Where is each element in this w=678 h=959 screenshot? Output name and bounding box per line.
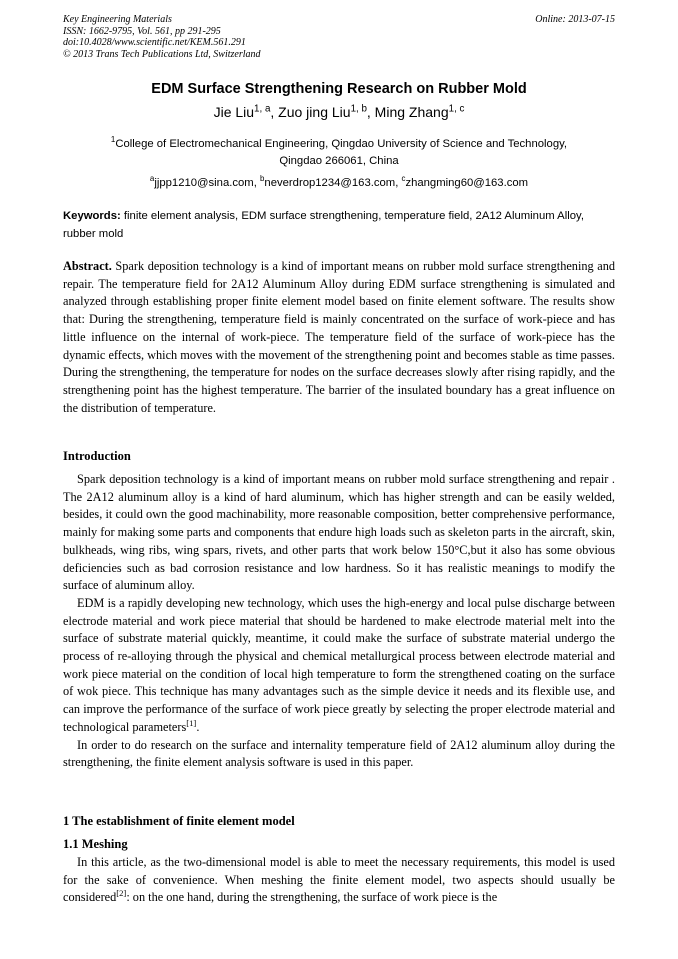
abstract-text: Spark deposition technology is a kind of important means on rubber mold surface strengthening and repair. The temperature field for 2A12 Aluminum Alloy during EDM surface strengthening is simulated and analyzed through establishing proper finite element model based on finite element software. The results show that: During the strengthening, temperature field is mainly concentrated on the surface of work-piece and has little influence on the internal of work-piece. The temperature field of the surface of work-piece has the dynamic effects, which moves with the movement of the strengthening point and becomes stable as time passes. During the strengthening, the temperature for nodes on the surface decreases slowly after rising rapidly, and the strengthening point has the highest temperature. The barrier of the insulated boundary has a great influence on the distribution of temperature. [63, 259, 615, 415]
online-date: Online: 2013-07-15 [535, 14, 615, 25]
keywords-text: finite element analysis, EDM surface strengthening, temperature field, 2A12 Aluminum Alloy, rubber mold [63, 210, 584, 240]
keywords [63, 208, 615, 243]
paragraph-text: In this article, as the two-dimensional model is able to meet the necessary requirements, this model is used for the sake of convenience. When meshing the finite element model, two aspects should usually be considered [63, 855, 615, 905]
author-name: , Zuo jing Liu [270, 104, 351, 120]
email-link[interactable]: jjpp1210@sina.com, [154, 177, 260, 189]
affiliation [63, 136, 615, 170]
email-link[interactable]: zhangming60@163.com [405, 177, 529, 189]
affil-line-2: Qingdao 266061, China [279, 155, 399, 167]
section-heading-1: 1 The establishment of finite element model [63, 814, 295, 828]
paragraph [63, 854, 615, 907]
author-name: , Ming Zhang [366, 104, 449, 120]
author-name: Jie Liu [213, 104, 255, 120]
paragraph-end: : on the one hand, during the strengthening, the surface of work piece is the [126, 890, 498, 905]
abstract-label: Abstract. [63, 259, 112, 273]
paragraph [63, 595, 615, 737]
email-sup: c [401, 174, 406, 184]
email-sup: a [149, 174, 155, 184]
paragraph-end: . [196, 719, 200, 734]
keywords-label: Keywords: [63, 210, 121, 222]
affil-sup: 1 [110, 135, 116, 145]
abstract [63, 258, 615, 417]
email-link[interactable]: neverdrop1234@163.com, [264, 177, 402, 189]
paragraph: In order to do research on the surface and internality temperature field of 2A12 aluminum alloy during the strengthening, the finite element analysis software is used in this paper. [63, 737, 615, 770]
citation-ref[interactable]: [2] [116, 888, 127, 899]
journal-info [63, 14, 261, 60]
paper-title: EDM Surface Strengthening Research on Rubber Mold [151, 81, 527, 97]
doi-line: doi:10.4028/www.scientific.net/KEM.561.291 [63, 37, 246, 48]
affil-line-1: College of Electromechanical Engineering, Qingdao University of Science and Technology, [115, 138, 568, 150]
issn-line: ISSN: 1662-9795, Vol. 561, pp 291-295 [63, 25, 221, 37]
author-affil-sup: 1, b [350, 103, 367, 115]
email-list [0, 174, 678, 189]
author-affil-sup: 1, c [448, 103, 465, 115]
journal-name: Key Engineering Materials [63, 14, 172, 25]
citation-ref[interactable]: [1] [186, 717, 197, 728]
copyright-line: © 2013 Trans Tech Publications Ltd, Switzerland [63, 48, 261, 60]
author-affil-sup: 1, a [254, 103, 271, 115]
email-sup: b [260, 174, 265, 184]
paragraph: Spark deposition technology is a kind of important means on rubber mold surface strengthening and repair . The 2A12 aluminum alloy is a kind of hard aluminum, which has higher strength and can be easily welded, besides, it could own the good machinability, more reasonable composition, better comprehensive performance, mainly for making some parts and components that endure high loads such as skeleton parts in the aircraft, skin, bulkheads, wing ribs, wing spars, rivets, and other parts that work below 150°C,but it also has some obvious deficiencies such as bad corrosion resistance and low hardness. So it has realistic meanings to modify the surface of aluminum alloy. [63, 472, 615, 593]
meshing-body [63, 854, 615, 907]
subsection-heading-1-1: 1.1 Meshing [63, 837, 128, 851]
section-heading-introduction: Introduction [63, 449, 131, 463]
author-list [0, 104, 678, 120]
introduction-body [63, 471, 615, 772]
paragraph-text: EDM is a rapidly developing new technology, which uses the high-energy and local pulse discharge between electrode material and work piece material that should be hardened to make electrode material melt into the surface of substrate material quickly, meantime, it could make the surface of substrate material undergo the process of re-alloying through the physical and chemical metallurgical process between electrode material and work piece material on the condition of local high temperature to form the strengthened coating on the surface of wok piece. This technique has many advantages such as the simple device it needs and its flexible use, and can improve the performance of the surface of work piece greatly by selecting the proper electrode material and technological parameters [63, 595, 615, 734]
